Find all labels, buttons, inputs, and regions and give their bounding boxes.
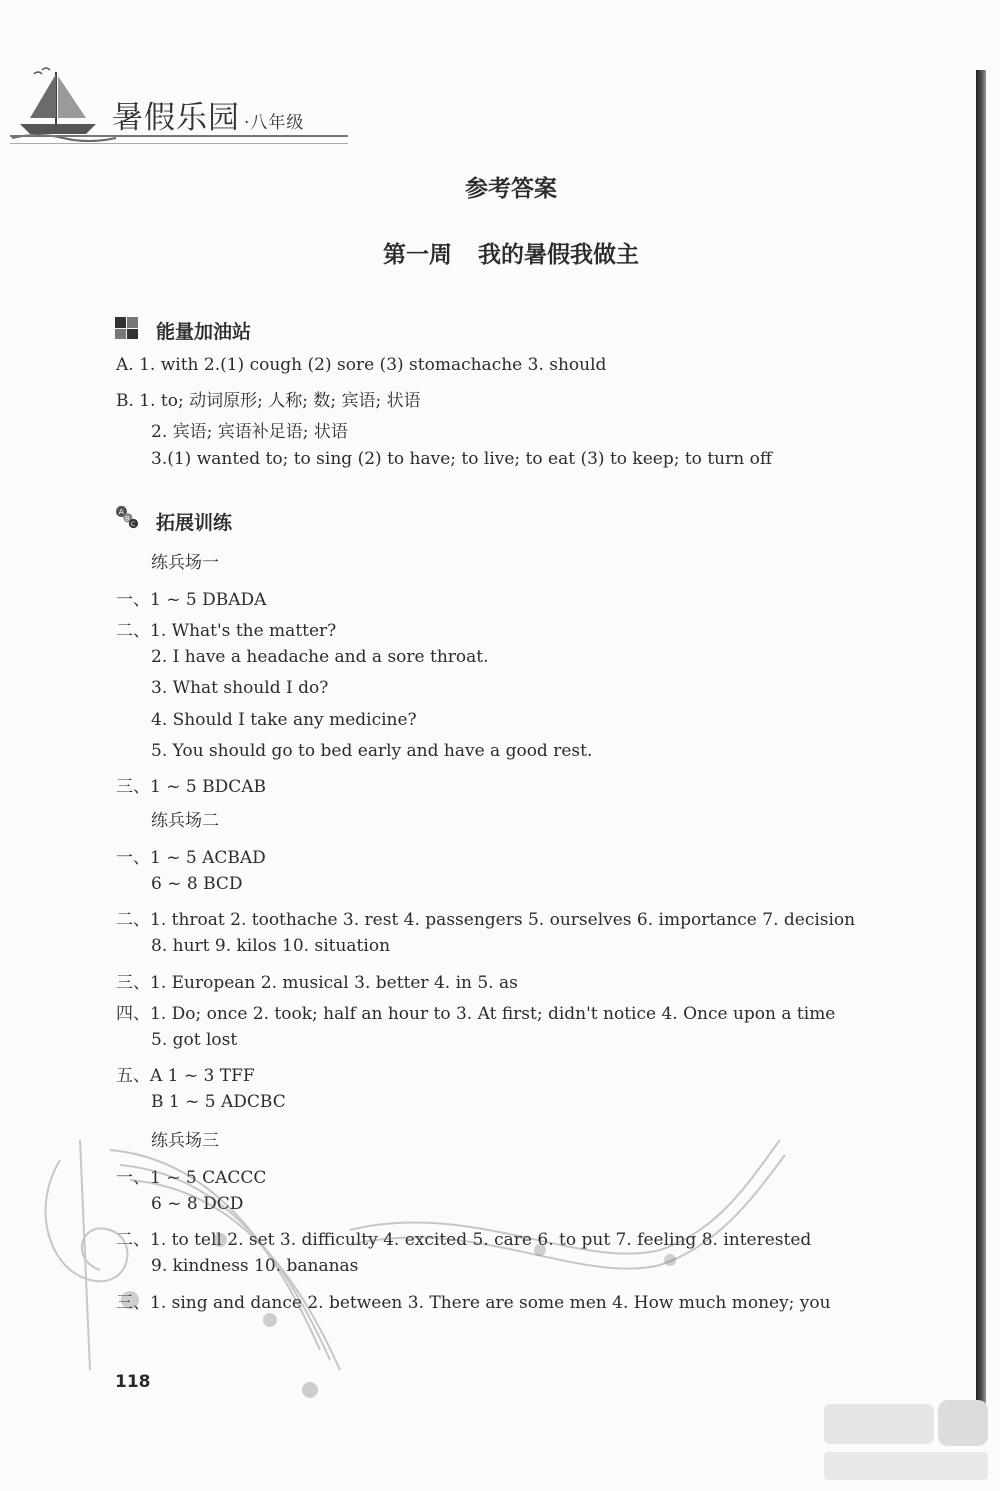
week-theme: 我的暑假我做主 — [478, 242, 639, 268]
page-number: 118 — [115, 1372, 151, 1392]
section-heading-energy: 能量加油站 — [156, 321, 252, 343]
answer-line: 三、1. European 2. musical 3. better 4. in 5. as — [116, 973, 518, 993]
answer-line: 8. hurt 9. kilos 10. situation — [151, 936, 391, 956]
section-heading-training: 拓展训练 — [156, 512, 233, 534]
header-title — [112, 92, 304, 137]
svg-text:B: B — [125, 514, 130, 523]
header-grade: ·八年级 — [244, 113, 305, 133]
svg-text:A: A — [118, 507, 124, 517]
answer-line: 9. kindness 10. bananas — [151, 1256, 359, 1276]
practice-label: 练兵场二 — [151, 811, 219, 831]
answer-line: B 1 ~ 5 ADCBC — [151, 1092, 286, 1112]
answer-line: 5. You should go to bed early and have a good rest. — [151, 741, 593, 761]
answer-line: 一、1 ~ 5 DBADA — [116, 590, 267, 610]
document-title: 参考答案 — [465, 176, 557, 202]
watermark-logo-icon — [820, 1398, 996, 1486]
answer-line: 四、1. Do; once 2. took; half an hour to 3. At first; didn't notice 4. Once upon a time — [116, 1004, 836, 1024]
practice-label: 练兵场一 — [151, 553, 219, 573]
puzzle-icon — [114, 316, 140, 340]
sailboat-logo-icon — [8, 62, 118, 142]
header-title-text: 暑假乐园 — [112, 100, 240, 136]
answer-line: 五、A 1 ~ 3 TFF — [116, 1066, 255, 1086]
answer-line: 6 ~ 8 DCD — [151, 1194, 244, 1214]
answer-line: 二、1. throat 2. toothache 3. rest 4. passengers 5. ourselves 6. importance 7. decision — [116, 910, 856, 930]
svg-text:C: C — [130, 520, 136, 529]
answer-line: 三、1 ~ 5 BDCAB — [116, 777, 266, 797]
week-title — [0, 236, 1000, 269]
answer-line: A. 1. with 2.(1) cough (2) sore (3) stomachache 3. should — [116, 355, 607, 375]
answer-line: 二、1. What's the matter? — [116, 621, 337, 641]
answer-line: 一、1 ~ 5 ACBAD — [116, 848, 266, 868]
answer-line: 5. got lost — [151, 1030, 238, 1050]
week-label: 第一周 — [383, 242, 452, 268]
answer-line: 2. 宾语; 宾语补足语; 状语 — [151, 422, 348, 442]
answer-line: 3.(1) wanted to; to sing (2) to have; to live; to eat (3) to keep; to turn off — [151, 449, 772, 469]
answer-line: 三、1. sing and dance 2. between 3. There are some men 4. How much money; you — [116, 1293, 831, 1313]
answer-line: 一、1 ~ 5 CACCC — [116, 1168, 267, 1188]
answer-line: 3. What should I do? — [151, 678, 329, 698]
answer-line: 4. Should I take any medicine? — [151, 710, 417, 730]
practice-label: 练兵场三 — [151, 1131, 219, 1151]
answer-line: 6 ~ 8 BCD — [151, 874, 243, 894]
page-edge-shadow — [976, 70, 986, 1410]
answer-line: B. 1. to; 动词原形; 人称; 数; 宾语; 状语 — [116, 391, 421, 411]
answer-line: 二、1. to tell 2. set 3. difficulty 4. excited 5. care 6. to put 7. feeling 8. interested — [116, 1230, 812, 1250]
header-rule — [10, 135, 348, 144]
answer-line: 2. I have a headache and a sore throat. — [151, 647, 489, 667]
abc-bubbles-icon — [114, 505, 140, 529]
